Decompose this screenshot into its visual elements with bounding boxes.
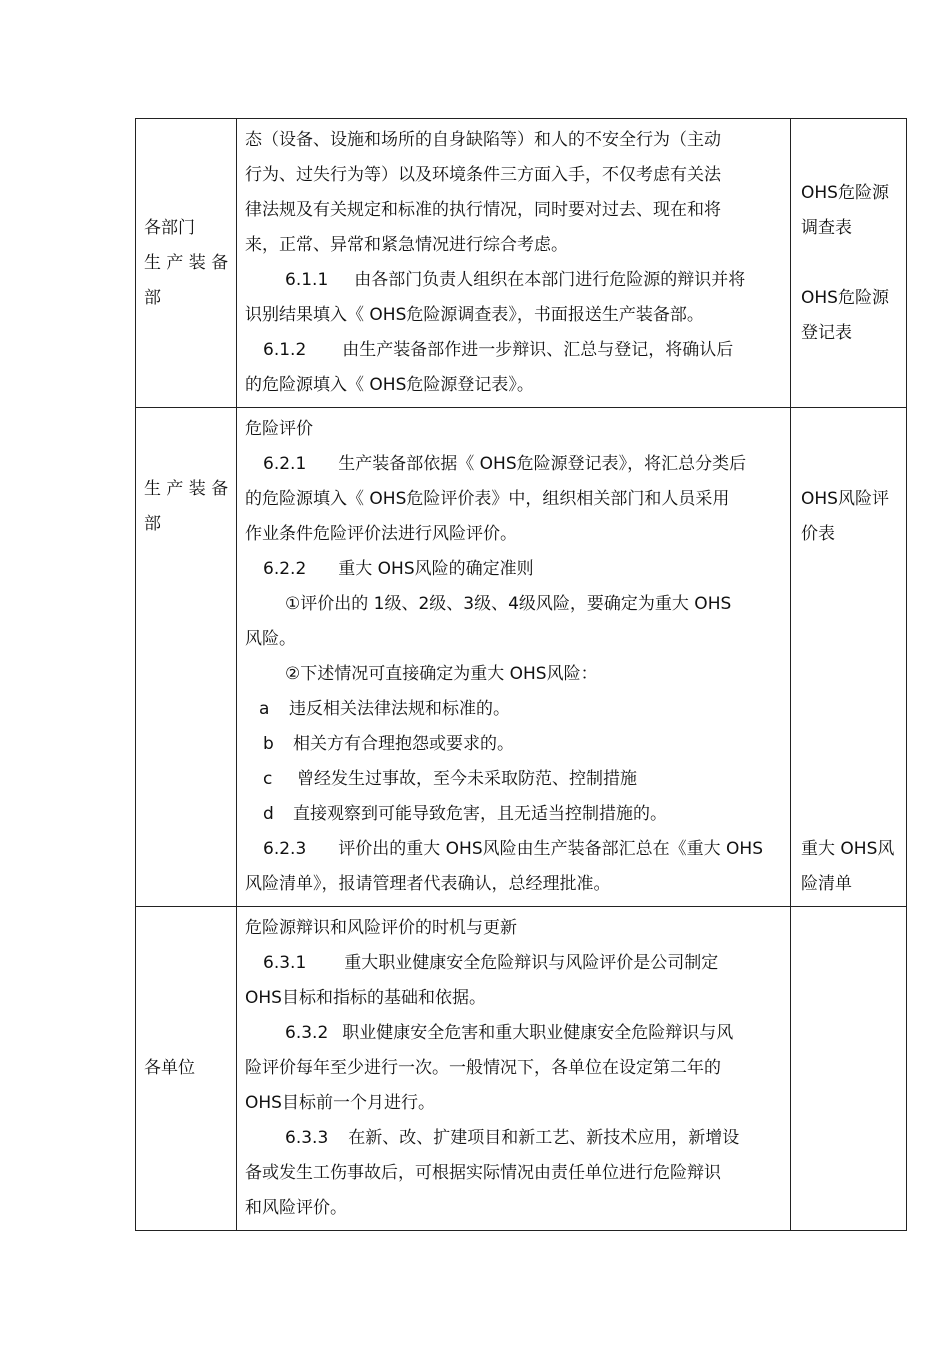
responsible-unit-cell (136, 907, 237, 1231)
clause-text: 在新、改、扩建项目和新工艺、新技术应用，新增设 (348, 1128, 740, 1148)
clause-number: 6.3.3 (285, 1128, 329, 1148)
clause-6-2-1 (245, 447, 790, 482)
text-line: 作业条件危险评价法进行风险评价。 (245, 524, 517, 544)
list-text: 相关方有合理抱怨或要求的。 (293, 734, 514, 754)
clause-6-3-2 (245, 1016, 790, 1051)
clause-text: 评价出的重大 OHS风险由生产装备部汇总在《重大 OHS (338, 839, 763, 859)
unit-line: 生 产 装 备 (144, 252, 229, 273)
related-form-cell (791, 907, 907, 1231)
table-row (136, 907, 907, 1231)
clause-6-3-3 (245, 1121, 790, 1156)
clause-number: 6.3.2 (285, 1023, 329, 1043)
list-item (245, 727, 790, 762)
procedure-content-cell (237, 119, 791, 408)
clause-6-1-1 (245, 263, 790, 298)
text-line: 律法规及有关规定和标准的执行情况，同时要对过去、现在和将 (245, 200, 721, 220)
procedure-content-cell (237, 408, 791, 907)
clause-6-2-3 (245, 832, 790, 867)
text-line: 备或发生工伤事故后，可根据实际情况由责任单位进行危险辩识 (245, 1163, 721, 1183)
clause-text: 重大 OHS风险的确定准则 (338, 559, 534, 579)
list-item (245, 762, 790, 797)
list-text: 曾经发生过事故，至今未采取防范、控制措施 (297, 769, 637, 789)
list-letter: d (263, 804, 274, 824)
unit-line: 部 (144, 287, 161, 308)
text-line: 态（设备、设施和场所的自身缺陷等）和人的不安全行为（主动 (245, 130, 721, 150)
clause-number: 6.2.2 (263, 559, 307, 579)
clause-6-3-1 (245, 946, 790, 981)
form-line: 登记表 (801, 322, 852, 343)
table-row (136, 119, 907, 408)
text-line: 来，正常、异常和紧急情况进行综合考虑。 (245, 235, 568, 255)
clause-text: 生产装备部依据《 OHS危险源登记表》，将汇总分类后 (338, 454, 747, 474)
clause-6-2-2 (245, 552, 790, 587)
form-line: 重大 OHS风 (801, 839, 895, 859)
clause-text: 重大职业健康安全危险辩识与风险评价是公司制定 (344, 953, 719, 973)
clause-text: 职业健康安全危害和重大职业健康安全危险辩识与风 (342, 1023, 734, 1043)
text-line: 的危险源填入《 OHS危险评价表》中，组织相关部门和人员采用 (245, 489, 730, 509)
text-line: 险评价每年至少进行一次。一般情况下，各单位在设定第二年的 (245, 1058, 721, 1078)
criterion-1: ①评价出的 1级、2级、3级、4级风险，要确定为重大 OHS (285, 594, 732, 614)
text-line: OHS目标前一个月进行。 (245, 1093, 435, 1113)
text-line: 风险清单》，报请管理者代表确认，总经理批准。 (245, 874, 611, 894)
unit-line: 部 (144, 514, 161, 534)
list-letter: c (263, 769, 273, 789)
list-letter: a (259, 699, 270, 719)
clause-number: 6.3.1 (263, 953, 307, 973)
list-letter: b (263, 734, 274, 754)
clause-text: 由各部门负责人组织在本部门进行危险源的辩识并将 (354, 270, 746, 290)
related-form-cell (791, 408, 907, 907)
criterion-2: ②下述情况可直接确定为重大 OHS风险： (285, 664, 598, 684)
clause-text: 由生产装备部作进一步辩识、汇总与登记，将确认后 (342, 340, 734, 360)
form-line: 价表 (801, 524, 835, 544)
responsible-unit-cell (136, 408, 237, 907)
form-line: OHS危险源 (801, 287, 889, 308)
form-line: 险清单 (801, 874, 852, 894)
clause-number: 6.1.1 (285, 270, 329, 290)
list-text: 直接观察到可能导致危害，且无适当控制措施的。 (293, 804, 667, 824)
table-row (136, 408, 907, 907)
text-line: 风险。 (245, 629, 296, 649)
form-line: OHS风险评 (801, 489, 889, 509)
form-line: OHS危险源 (801, 182, 889, 203)
unit-line: 生 产 装 备 (144, 479, 229, 499)
procedure-table (135, 118, 907, 1231)
list-item (245, 797, 790, 832)
text-line: OHS目标和指标的基础和依据。 (245, 988, 486, 1008)
unit-line: 各部门 (144, 217, 195, 238)
form-line (801, 246, 906, 281)
clause-6-1-2 (245, 333, 790, 368)
form-line: 调查表 (801, 217, 852, 238)
list-text: 违反相关法律法规和标准的。 (289, 699, 510, 719)
list-item (245, 692, 790, 727)
text-line: 行为、过失行为等）以及环境条件三方面入手，不仅考虑有关法 (245, 165, 721, 185)
major-risk-list-form (801, 832, 894, 902)
unit-line: 各单位 (144, 1058, 195, 1078)
text-line: 识别结果填入《 OHS危险源调查表》，书面报送生产装备部。 (245, 305, 704, 325)
responsible-unit-cell (136, 119, 237, 408)
clause-number: 6.1.2 (263, 340, 307, 360)
clause-number: 6.2.1 (263, 454, 307, 474)
related-form-cell (791, 119, 907, 408)
text-line: 和风险评价。 (245, 1198, 347, 1218)
clause-number: 6.2.3 (263, 839, 307, 859)
procedure-content-cell (237, 907, 791, 1231)
text-line: 的危险源填入《 OHS危险源登记表》。 (245, 375, 534, 395)
section-heading: 危险评价 (245, 419, 313, 439)
section-heading: 危险源辩识和风险评价的时机与更新 (245, 918, 517, 938)
